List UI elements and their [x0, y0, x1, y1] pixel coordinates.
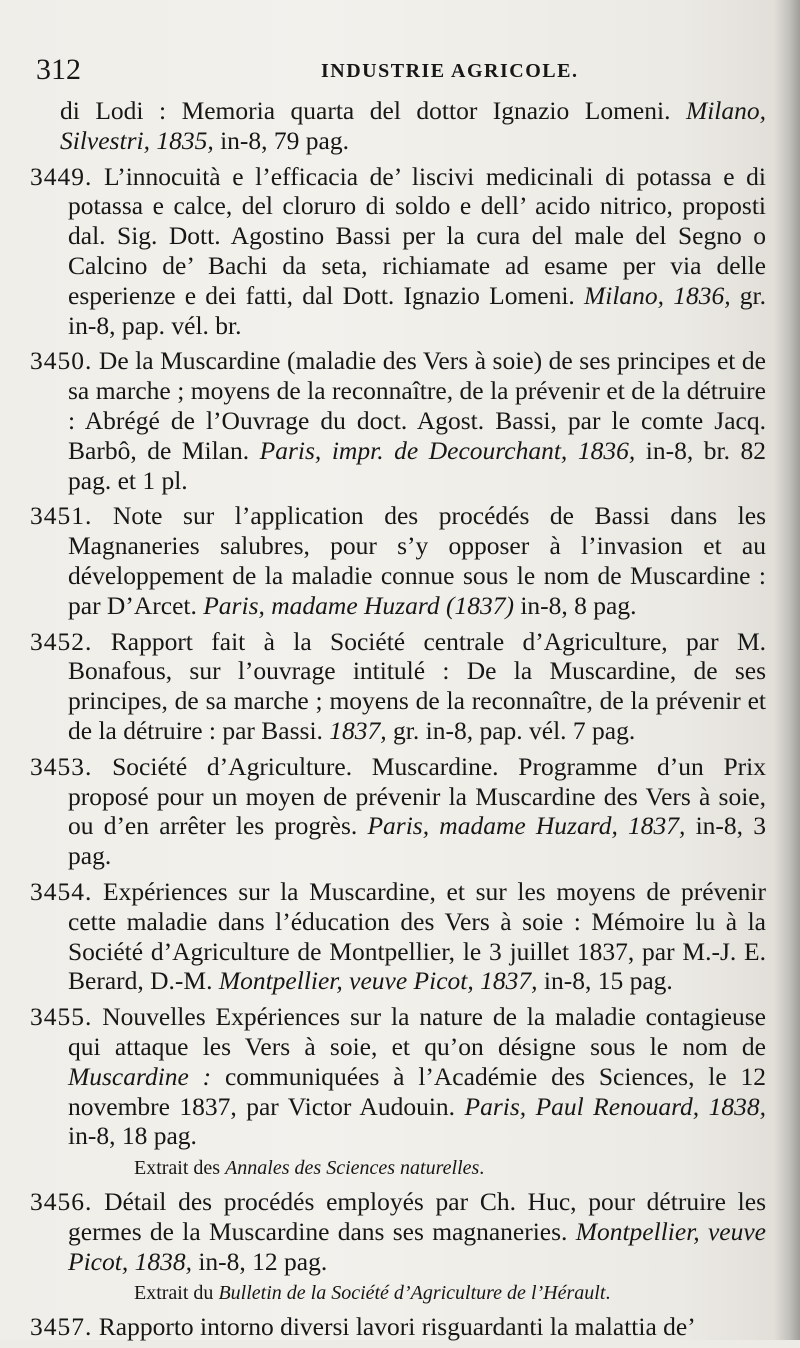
page-number: 312 [36, 53, 81, 86]
entry-number: 3451. [30, 501, 93, 531]
entry-3453: 3453. Société d’Agriculture. Muscardine. Programme d’un Prix proposé pour un moyen de prévenir la Muscardine des Vers à soie, ou d’en arrêter les progrès. Paris, madame Huzard, 1837, in-8, 3 pag. [30, 751, 766, 871]
entry-3457: 3457. Rapporto intorno diversi lavori risguardanti la malattia de’ [30, 1312, 696, 1342]
entry-number: 3454. [30, 876, 93, 906]
entry-number: 3449. [30, 161, 93, 191]
bibliography-list [30, 96, 766, 1348]
entry-note-3456: Extrait du Bulletin de la Société d’Agriculture de l’Hérault. [134, 1282, 611, 1305]
entry-continued: di Lodi : Memoria quarta del dottor Ignazio Lomeni. Milano, Silvestri, 1835, in-8, 79 pag. [60, 96, 766, 155]
entry-number: 3456. [30, 1187, 93, 1217]
running-head: INDUSTRIE AGRICOLE. [321, 60, 579, 82]
entry-3454: 3454. Expériences sur la Muscardine, et sur les moyens de prévenir cette maladie dans l’éducation des Vers à soie : Mémoire lu à la Société d’Agriculture de Montpellier, le 3 juillet 1837, par M.-J. E. Berard, D.-M. Montpellier, veuve Picot, 1837, in-8, 15 pag. [30, 876, 766, 996]
entry-3449: 3449. L’innocuità e l’efficacia de’ liscivi medicinali di potassa e di potassa e calce, del cloruro di soldo e dell’ acido nitrico, proposti dal. Sig. Dott. Agostino Bassi per la cura del male del Segno o Calcino de’ Bachi da seta, richiamate ad esame per via delle esperienze e dei fatti, dal Dott. Ignazio Lomeni. Milano, 1836, gr. in-8, pap. vél. br. [30, 161, 767, 340]
entry-number: 3452. [30, 626, 93, 656]
entry-number: 3457. [30, 1312, 93, 1342]
entry-number: 3453. [30, 751, 93, 781]
entry-3451: 3451. Note sur l’application des procédés de Bassi dans les Magnaneries salubres, pour s’y opposer à l’invasion et au développement de la maladie connue sous le nom de Muscardine : par D’Arcet. Paris, madame Huzard (1837) in-8, 8 pag. [30, 501, 766, 620]
entry-number: 3450. [30, 346, 93, 376]
entry-3450: 3450. De la Muscardine (maladie des Vers à soie) de ses principes et de sa marche ; moyens de la reconnaître, de la prévenir et de la détruire : Abrégé de l’Ouvrage du doct. Agost. Bassi, par le comte Jacq. Barbô, de Milan. Paris, impr. de Decourchant, 1836, in-8, br. 82 pag. et 1 pl. [30, 346, 766, 495]
entry-note-3455: Extrait des Annales des Sciences naturelles. [134, 1157, 485, 1180]
entry-number: 3455. [30, 1002, 93, 1032]
page-edge-shadow [774, 0, 800, 1340]
entry-3455: 3455. Nouvelles Expériences sur la nature de la maladie contagieuse qui attaque les Vers à soie, et qu’on désigne sous le nom de Muscardine : communiquées à l’Académie des Sciences, le 12 novembre 1837, par Victor Audouin. Paris, Paul Renouard, 1838, in-8, 18 pag. [30, 1002, 766, 1151]
entry-3456: 3456. Détail des procédés employés par Ch. Huc, pour détruire les germes de la Muscardine dans ses magnaneries. Montpellier, veuve Picot, 1838, in-8, 12 pag. [30, 1187, 766, 1276]
entry-3452: 3452. Rapport fait à la Société centrale d’Agriculture, par M. Bonafous, sur l’ouvrage intitulé : De la Muscardine, de ses principes, de sa marche ; moyens de la reconnaître, de la prévenir et de la détruire : par Bassi. 1837, gr. in-8, pap. vél. 7 pag. [30, 626, 766, 745]
page-header [36, 50, 776, 90]
